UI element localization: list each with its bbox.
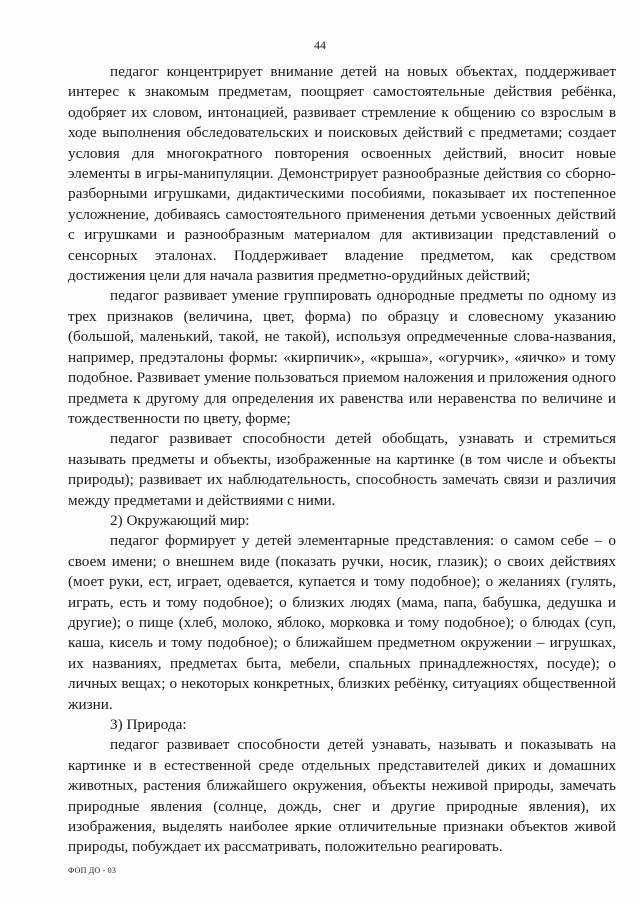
paragraph-2: педагог развивает умение группировать однородные предметы по одному из трех признаков (величина, цвет, форма) по образцу и словесному указанию (большой, маленький, такой, не такой), используя опредмеченные слова-названия, например, предэталоны формы: «кирпичик», «крыша», «огурчик», «яичко» и тому подобное. Развивает умение пользоваться приемом наложения и приложения одного предмета к другому для определения их равенства или неравенства по величине и тождественности по цвету, форме;	[68, 287, 616, 427]
section-heading-surroundings: 2) Окружающий мир:	[110, 511, 250, 529]
document-body	[68, 62, 616, 858]
paragraph-5: педагог развивает способности детей узнавать, называть и показывать на картинке и в естественной среде отдельных представителей диких и домашних животных, растения ближайшего окружения, объекты неживой природы, замечать природные явления (солнце, дождь, снег и другие природные явления), их изображения, выделять наиболее яркие отличительные признаки объектов живой природы, побуждает их рассматривать, положительно реагировать.	[68, 736, 616, 856]
paragraph-4: педагог формирует у детей элементарные представления: о самом себе – о своем имени; о внешнем виде (показать ручки, носик, глазик); о своих действиях (моет руки, ест, играет, одевается, купается и тому подобное); о желаниях (гулять, играть, есть и тому подобное); о близких людях (мама, папа, бабушка, дедушка и другие); о пище (хлеб, молоко, яблоко, морковка и тому подобное); о блюдах (суп, каша, кисель и тому подобное); о ближайшем предметном окружении – игрушках, их названиях, предметах быта, мебели, спальных принадлежностях, посуде); о личных вещах; о некоторых конкретных, близких ребёнку, ситуациях общественной жизни.	[68, 532, 616, 713]
section-heading-nature: 3) Природа:	[110, 716, 187, 733]
footer-code: ФОП ДО - 03	[68, 866, 117, 875]
paragraph-1: педагог концентрирует внимание детей на новых объектах, поддерживает интерес к знакомым предметам, поощряет самостоятельные действия ребёнка, одобряет их словом, интонацией, развивает стремление к общению со взрослым в ходе выполнения обследовательских и поисковых действий с предметами; создает условия для многократного повторения освоенных действий, вносит новые элементы в игры-манипуляции. Демонстрирует разнообразные действия со сборно-разборными игрушками, дидактическими пособиями, показывает их постепенное усложнение, добиваясь самостоятельного применения детьми усвоенных действий с игрушками и разнообразным материалом для активизации представлений о сенсорных эталонах. Поддерживает владение предметом, как средством достижения цели для начала развития предметно-орудийных действий;	[68, 63, 616, 285]
paragraph-3: педагог развивает способности детей обобщать, узнавать и стремиться называть предметы и объекты, изображенные на картинке (в том числе и объекты природы); развивает их наблюдательность, способность замечать связи и различия между предметами и действиями с ними.	[68, 430, 616, 509]
page-number: 44	[314, 38, 326, 52]
